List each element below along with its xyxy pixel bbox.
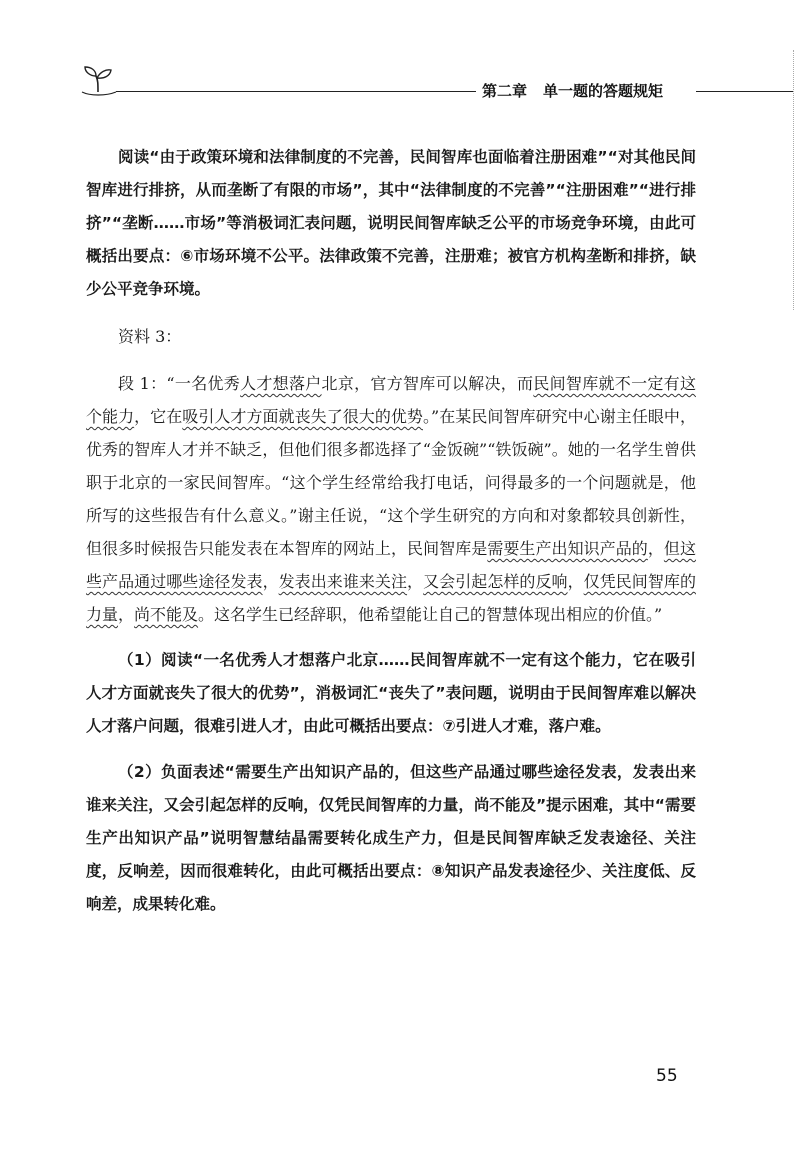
- text-span: ，: [567, 572, 584, 591]
- wavy-underlined-text: 发表出来谁来关注: [278, 572, 408, 591]
- text-span: ，: [118, 605, 135, 624]
- wavy-underlined-text: 又会引起怎样的反响: [423, 572, 568, 591]
- analysis-paragraph-2: （1）阅读“一名优秀人才想落户北京……民间智库就不一定有这个能力，它在吸引人才方面就丧失了很大的优势”，消极词汇“丧失了”表问题，说明由于民间智库难以解决人才落户问题，很难引进人才，由此可概括出要点：⑦引进人才难，落户难。: [86, 651, 696, 735]
- text-span: ，: [647, 539, 664, 558]
- text-span: ，: [262, 572, 279, 591]
- wavy-underlined-text: 仅凭民间智库的力量: [86, 572, 696, 624]
- chapter-number: 第二章: [482, 82, 528, 100]
- text-span: 。这名学生已经辞职，他希望能让自己的智慧体现出相应的价值。”: [198, 605, 663, 624]
- analysis-paragraph-3: （2）负面表述“需要生产出知识产品的，但这些产品通过哪些途径发表，发表出来谁来关注，又会引起怎样的反响，仅凭民间智库的力量，尚不能及”提示困难，其中“需要生产出知识产品”说明智慧结晶需要转化成生产力，但是民间智库缺乏发表途径、关注度，反响差，因而很难转化，由此可概括出要点：⑧知识产品发表途径少、关注度低、反响差，成果转化难。: [86, 763, 696, 913]
- wavy-underlined-text: 需要生产出知识产品的: [487, 539, 648, 558]
- text-span: 北京，官方智库可以解决，而: [321, 374, 534, 393]
- wavy-underlined-text: 但这些产品通过哪些途径发表: [86, 539, 696, 591]
- text-span: ，: [407, 572, 424, 591]
- material-heading: 资料 3：: [118, 327, 182, 346]
- header-rule-left: [116, 91, 476, 92]
- page-number: 55: [656, 1066, 678, 1086]
- header-rule-right: [696, 91, 793, 92]
- chapter-title: 单一题的答题规矩: [543, 82, 664, 100]
- wavy-underlined-text: 人才想落户: [240, 374, 322, 393]
- wavy-underlined-text: 吸引人才方面就丧失了很大的优势: [182, 407, 423, 426]
- page-header: [78, 58, 793, 98]
- chapter-heading: [482, 80, 663, 101]
- wavy-underlined-text: 民间智库就不一定有这个能力: [86, 374, 696, 426]
- material-paragraph-1: [86, 367, 696, 631]
- page-body: [86, 141, 696, 921]
- text-span: ，它在: [134, 407, 183, 426]
- analysis-paragraph-1: 阅读“由于政策环境和法律制度的不完善，民间智库也面临着注册困难”“对其他民间智库进行排挤，从而垄断了有限的市场”，其中“法律制度的不完善”“注册困难”“进行排挤”“垄断……市场”等消极词汇表问题，说明民间智库缺乏公平的市场竞争环境，由此可概括出要点：⑥市场环境不公平。法律政策不完善，注册难；被官方机构垄断和排挤，缺少公平竞争环境。: [86, 148, 696, 298]
- wavy-underlined-text: 尚不能及: [134, 605, 199, 624]
- margin-dotted-line: [791, 50, 794, 310]
- sprout-icon: [78, 58, 118, 98]
- text-span: 段 1：“一名优秀: [118, 374, 241, 393]
- text-span: 。”在某民间智库研究中心谢主任眼中，优秀的智库人才并不缺乏，但他们很多都选择了“金饭碗”“铁饭碗”。她的一名学生曾供职于北京的一家民间智库。“这个学生经常给我打电话，问得最多的一个问题就是，他所写的这些报告有什么意义。”谢主任说，“这个学生研究的方向和对象都较具创新性，但很多时候报告只能发表在本智库的网站上，民间智库是: [86, 407, 696, 558]
